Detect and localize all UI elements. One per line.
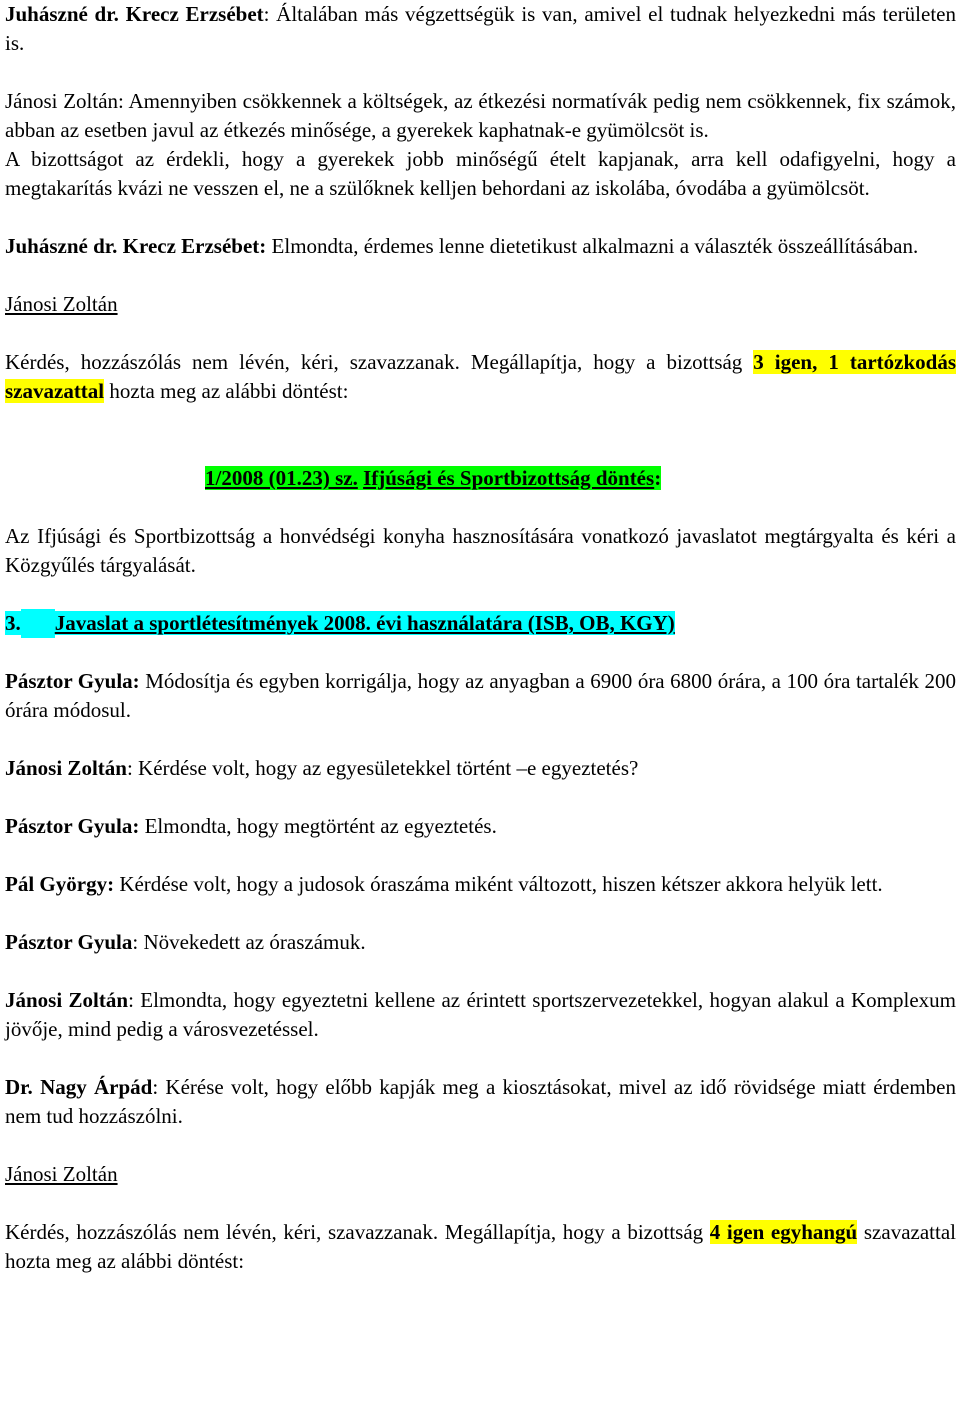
paragraph-text: : Növekedett az óraszámuk. (132, 930, 366, 954)
speaker-name: Jánosi Zoltán (5, 756, 127, 780)
paragraph-text: Jánosi Zoltán: Amennyiben csökkennek a költségek, az étkezési normatívák pedig nem csökkennek, fix számok, abban az esetben javul az étkezés minősége, a gyerekek kaphatnak-e gyümölcsöt is. (5, 89, 956, 142)
paragraph-text: Módosítja és egyben korrigálja, hogy az anyagban a 6900 óra 6800 órára, a 100 óra tartalék 200 órára módosul. (5, 669, 956, 722)
paragraph-text: : Kérdése volt, hogy az egyesületekkel történt –e egyeztetés? (126, 756, 639, 780)
paragraph-juhaszne-2 (5, 232, 956, 261)
decision-heading (5, 464, 956, 493)
paragraph-text: Kérdés, hozzászólás nem lévén, kéri, szavazzanak. Megállapítja, hogy a bizottság (5, 350, 754, 374)
paragraph-nagy (5, 1073, 956, 1131)
speaker-name: Pál György: (5, 872, 115, 896)
agenda-item-heading (5, 609, 956, 638)
speaker-name: Jánosi Zoltán (5, 292, 118, 316)
speaker-name: Pásztor Gyula: (5, 814, 140, 838)
paragraph-pasztor-2 (5, 812, 956, 841)
paragraph-text: : Általában más végzettségük is van, amivel el tudnak helyezkedni más területen is. (5, 2, 956, 55)
vote-result-highlight: 4 igen egyhangú (709, 1220, 858, 1244)
paragraph-vote-1 (5, 348, 956, 406)
agenda-title: Javaslat a sportlétesítmények 2008. évi használatára (ISB, OB, KGY) (54, 611, 675, 635)
paragraph-text: Elmondta, hogy megtörtént az egyeztetés. (139, 814, 497, 838)
speaker-name: Juhászné dr. Krecz Erzsébet (5, 2, 264, 26)
paragraph-janosi-3 (5, 986, 956, 1044)
paragraph-text: szavazattal hozta meg az alábbi döntést: (5, 1220, 956, 1273)
paragraph-juhaszne-1 (5, 0, 956, 58)
paragraph-text: : Kérése volt, hogy előbb kapják meg a kiosztásokat, mivel az idő rövidsége miatt érdemben nem tud hozzászólni. (5, 1075, 956, 1128)
paragraph-text: Az Ifjúsági és Sportbizottság a honvédségi konyha hasznosítására vonatkozó javaslatot megtárgyalta és kéri a Közgyűlés tárgyalását. (5, 524, 956, 577)
speaker-name: Pásztor Gyula (5, 930, 133, 954)
paragraph-bizottsag (5, 145, 956, 203)
vote-result-highlight: 3 igen, 1 tartózkodás szavazattal (5, 350, 956, 403)
paragraph-janosi-heading (5, 290, 956, 319)
paragraph-text: Elmondta, érdemes lenne dietetikust alkalmazni a választék összeállításában. (266, 234, 919, 258)
paragraph-text: Kérdése volt, hogy a judosok óraszáma miként változott, hiszen kétszer akkora helyük lett. (114, 872, 883, 896)
paragraph-janosi-1 (5, 87, 956, 145)
paragraph-text: Kérdés, hozzászólás nem lévén, kéri, szavazzanak. Megállapítja, hogy a bizottság (5, 1220, 710, 1244)
paragraph-pal (5, 870, 956, 899)
agenda-spacer (21, 609, 55, 638)
paragraph-pasztor-3 (5, 928, 956, 957)
paragraph-janosi-heading-2 (5, 1160, 956, 1189)
paragraph-text: A bizottságot az érdekli, hogy a gyerekek jobb minőségű ételt kapjanak, arra kell odafigyelni, hogy a megtakarítás kvázi ne vesszen el, ne a szülőknek kelljen behordani az iskolába, óvodába a gyümölcsöt. (5, 147, 956, 200)
speaker-name: Jánosi Zoltán (5, 988, 129, 1012)
decision-number: 1/2008 (01.23) sz. Ifjúsági és Sportbizottság döntés: (205, 466, 662, 490)
paragraph-janosi-2 (5, 754, 956, 783)
agenda-number: 3. (5, 611, 21, 635)
paragraph-vote-2 (5, 1218, 956, 1276)
speaker-name: Dr. Nagy Árpád (5, 1075, 153, 1099)
paragraph-pasztor-1 (5, 667, 956, 725)
paragraph-text: hozta meg az alábbi döntést: (104, 379, 349, 403)
paragraph-text: : Elmondta, hogy egyeztetni kellene az érintett sportszervezetekkel, hogyan alakul a Komplexum jövője, mind pedig a városvezetéssel. (5, 988, 956, 1041)
paragraph-decision-text (5, 522, 956, 580)
speaker-name: Jánosi Zoltán (5, 1162, 118, 1186)
speaker-name: Juhászné dr. Krecz Erzsébet: (5, 234, 267, 258)
speaker-name: Pásztor Gyula: (5, 669, 140, 693)
